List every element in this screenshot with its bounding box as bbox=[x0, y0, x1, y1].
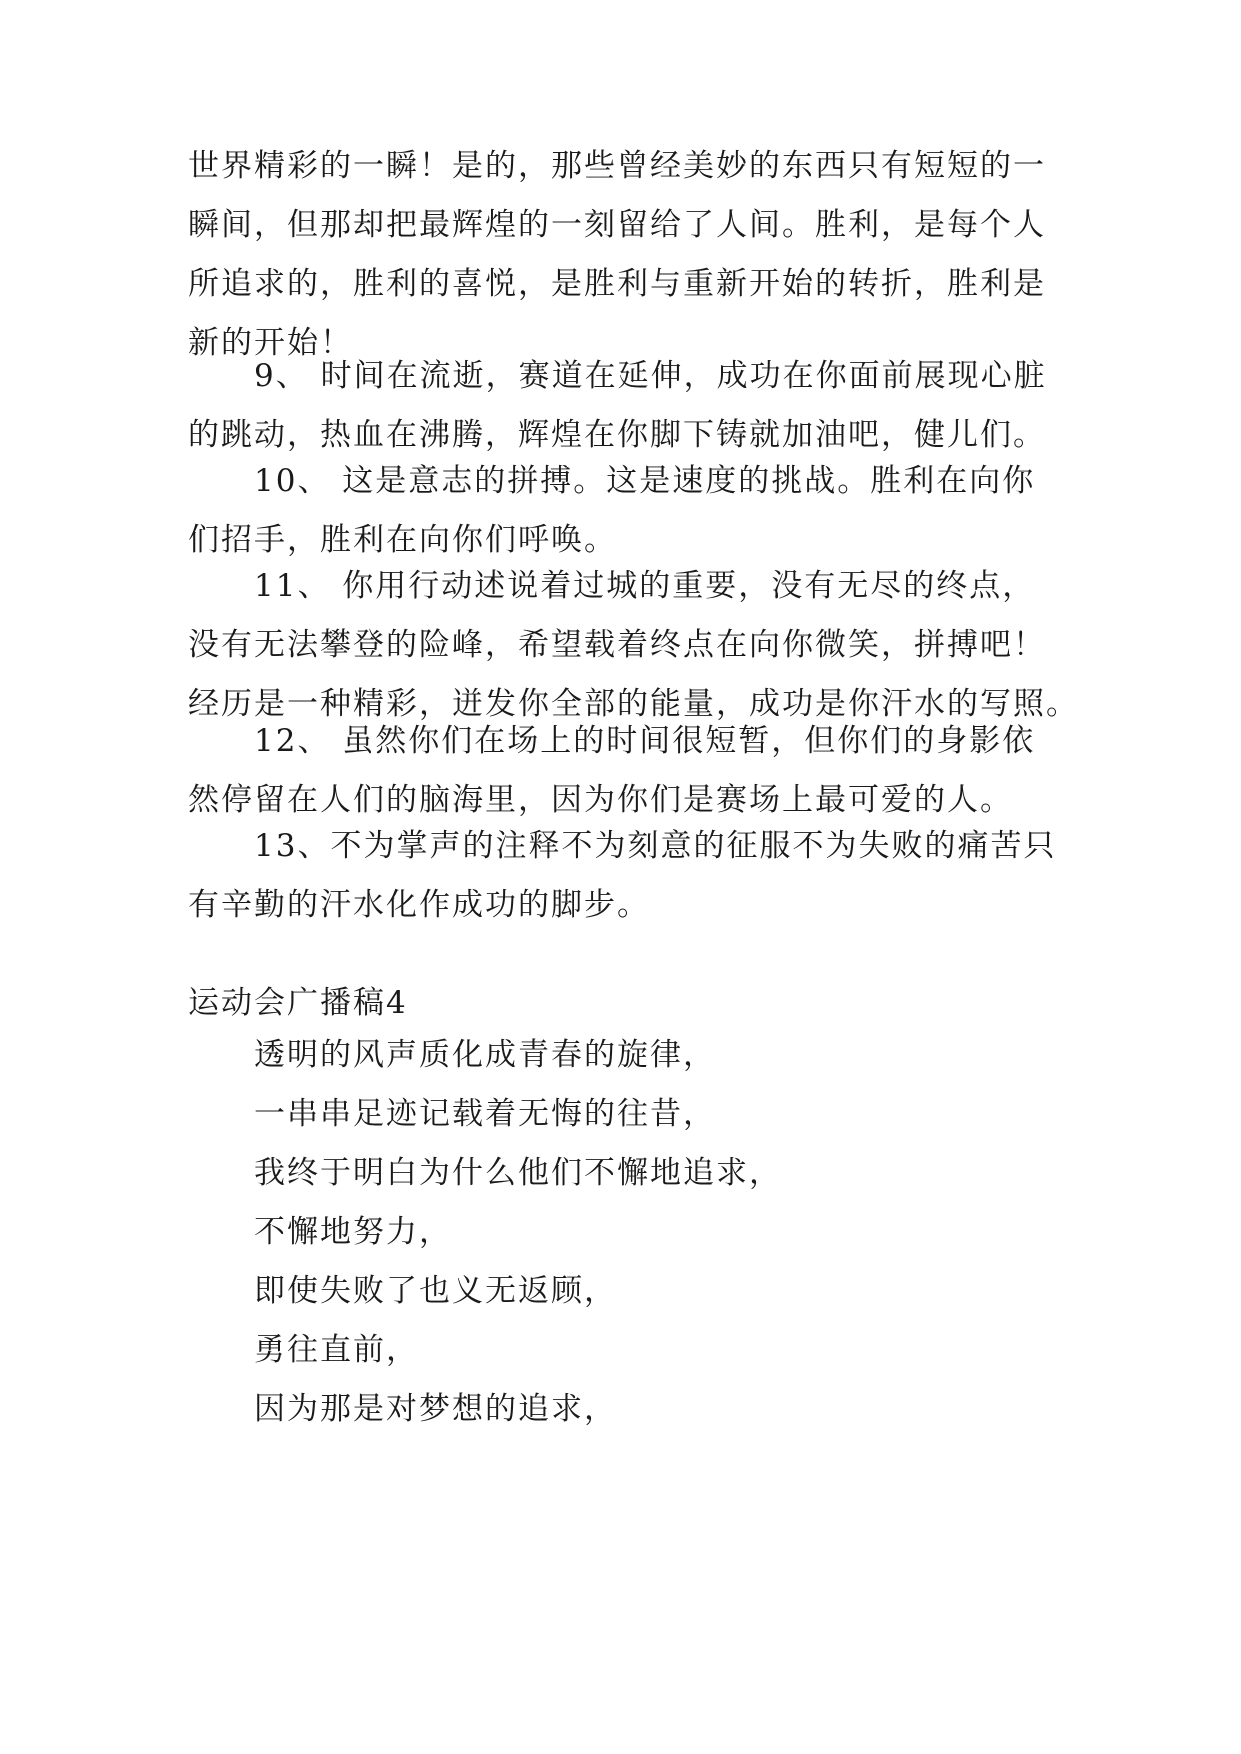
poem-line: 透明的风声质化成青春的旋律， bbox=[254, 1037, 716, 1073]
poem-line: 勇往直前， bbox=[254, 1332, 419, 1368]
list-item-line: 们招手，胜利在向你们呼唤。 bbox=[188, 522, 617, 558]
continued-paragraph bbox=[188, 137, 1068, 373]
list-item-line: 有辛勤的汗水化作成功的脚步。 bbox=[188, 887, 650, 923]
poem bbox=[254, 1026, 782, 1439]
list-item-line: 9、 时间在流逝，赛道在延伸，成功在你面前展现心脏 bbox=[254, 358, 1047, 394]
poem-line: 不懈地努力， bbox=[254, 1214, 452, 1250]
poem-line: 我终于明白为什么他们不懈地追求， bbox=[254, 1155, 782, 1191]
section-title bbox=[188, 974, 1068, 1033]
poem-line: 因为那是对梦想的追求， bbox=[254, 1391, 617, 1427]
list-item-line: 然停留在人们的脑海里，因为你们是赛场上最可爱的人。 bbox=[188, 782, 1013, 818]
list-item-line: 11、 你用行动述说着过城的重要，没有无尽的终点， bbox=[254, 568, 1036, 604]
poem-line: 即使失败了也义无返顾， bbox=[254, 1273, 617, 1309]
list-item-line: 经历是一种精彩，迸发你全部的能量，成功是你汗水的写照。 bbox=[188, 686, 1079, 722]
list-item bbox=[188, 347, 1068, 465]
list-item-line: 12、 虽然你们在场上的时间很短暂，但你们的身影依 bbox=[254, 723, 1036, 759]
list-item bbox=[188, 452, 1068, 570]
list-item-line: 的跳动，热血在沸腾，辉煌在你脚下铸就加油吧，健儿们。 bbox=[188, 417, 1046, 453]
list-item bbox=[188, 712, 1068, 830]
poem-line: 一串串足迹记载着无悔的往昔， bbox=[254, 1096, 716, 1132]
paragraph-line: 世界精彩的一瞬！是的，那些曾经美妙的东西只有短短的一 bbox=[188, 148, 1046, 184]
paragraph-line: 瞬间，但那却把最辉煌的一刻留给了人间。胜利，是每个人 bbox=[188, 207, 1046, 243]
section-title-text: 运动会广播稿4 bbox=[188, 985, 408, 1021]
paragraph-line: 新的开始！ bbox=[188, 325, 353, 361]
list-item-line: 13、不为掌声的注释不为刻意的征服不为失败的痛苦只 bbox=[254, 828, 1057, 864]
list-item bbox=[188, 817, 1068, 935]
list-item-line: 10、 这是意志的拼搏。这是速度的挑战。胜利在向你 bbox=[254, 463, 1036, 499]
list-item bbox=[188, 557, 1079, 734]
paragraph-line: 所追求的，胜利的喜悦，是胜利与重新开始的转折，胜利是 bbox=[188, 266, 1046, 302]
list-item-line: 没有无法攀登的险峰，希望载着终点在向你微笑，拼搏吧！ bbox=[188, 627, 1046, 663]
